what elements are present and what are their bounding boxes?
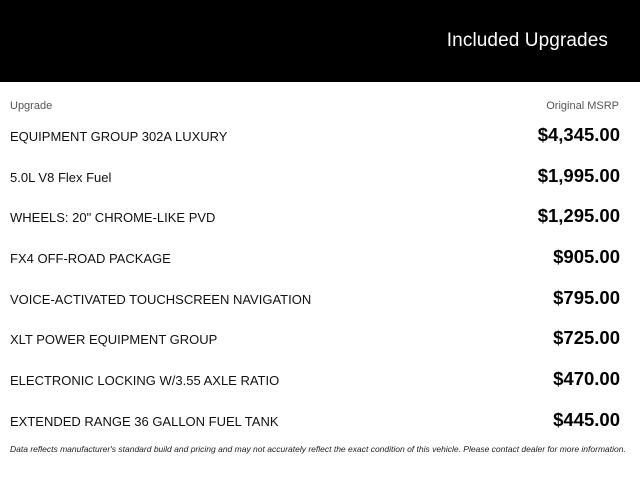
upgrade-price: $795.00 xyxy=(553,286,620,308)
upgrade-name: WHEELS: 20" CHROME-LIKE PVD xyxy=(10,210,216,226)
upgrade-price: $470.00 xyxy=(553,368,620,390)
upgrade-price: $905.00 xyxy=(553,246,620,268)
upgrade-price: $1,295.00 xyxy=(537,205,620,227)
list-item xyxy=(0,156,640,197)
list-item xyxy=(0,359,640,400)
upgrade-name: EQUIPMENT GROUP 302A LUXURY xyxy=(10,129,228,144)
upgrade-name: FX4 OFF-ROAD PACKAGE xyxy=(10,251,171,267)
page-title: Included Upgrades xyxy=(446,30,608,51)
upgrade-name: ELECTRONIC LOCKING W/3.55 AXLE RATIO xyxy=(10,373,280,389)
upgrade-name: 5.0L V8 Flex Fuel xyxy=(10,169,112,185)
list-item xyxy=(0,318,640,359)
list-item xyxy=(0,196,640,237)
upgrades-list xyxy=(0,115,640,441)
column-header-msrp: Original MSRP xyxy=(546,100,619,112)
disclaimer-text: Data reflects manufacturer's standard build and pricing and may not accurately reflect the exact condition of this vehicle. Please contact dealer for more information. xyxy=(10,444,626,454)
list-item xyxy=(0,278,640,319)
list-item xyxy=(0,400,640,441)
upgrade-name: VOICE-ACTIVATED TOUCHSCREEN NAVIGATION xyxy=(10,291,312,307)
upgrade-price: $445.00 xyxy=(553,408,620,430)
upgrade-price: $4,345.00 xyxy=(537,124,620,145)
upgrade-name: EXTENDED RANGE 36 GALLON FUEL TANK xyxy=(10,413,279,429)
upgrade-price: $725.00 xyxy=(553,327,620,349)
upgrade-name: XLT POWER EQUIPMENT GROUP xyxy=(10,332,218,348)
header-banner xyxy=(0,0,640,82)
list-item xyxy=(0,237,640,278)
column-header-upgrade: Upgrade xyxy=(10,100,53,112)
list-item xyxy=(0,115,640,156)
upgrade-price: $1,995.00 xyxy=(537,164,620,186)
